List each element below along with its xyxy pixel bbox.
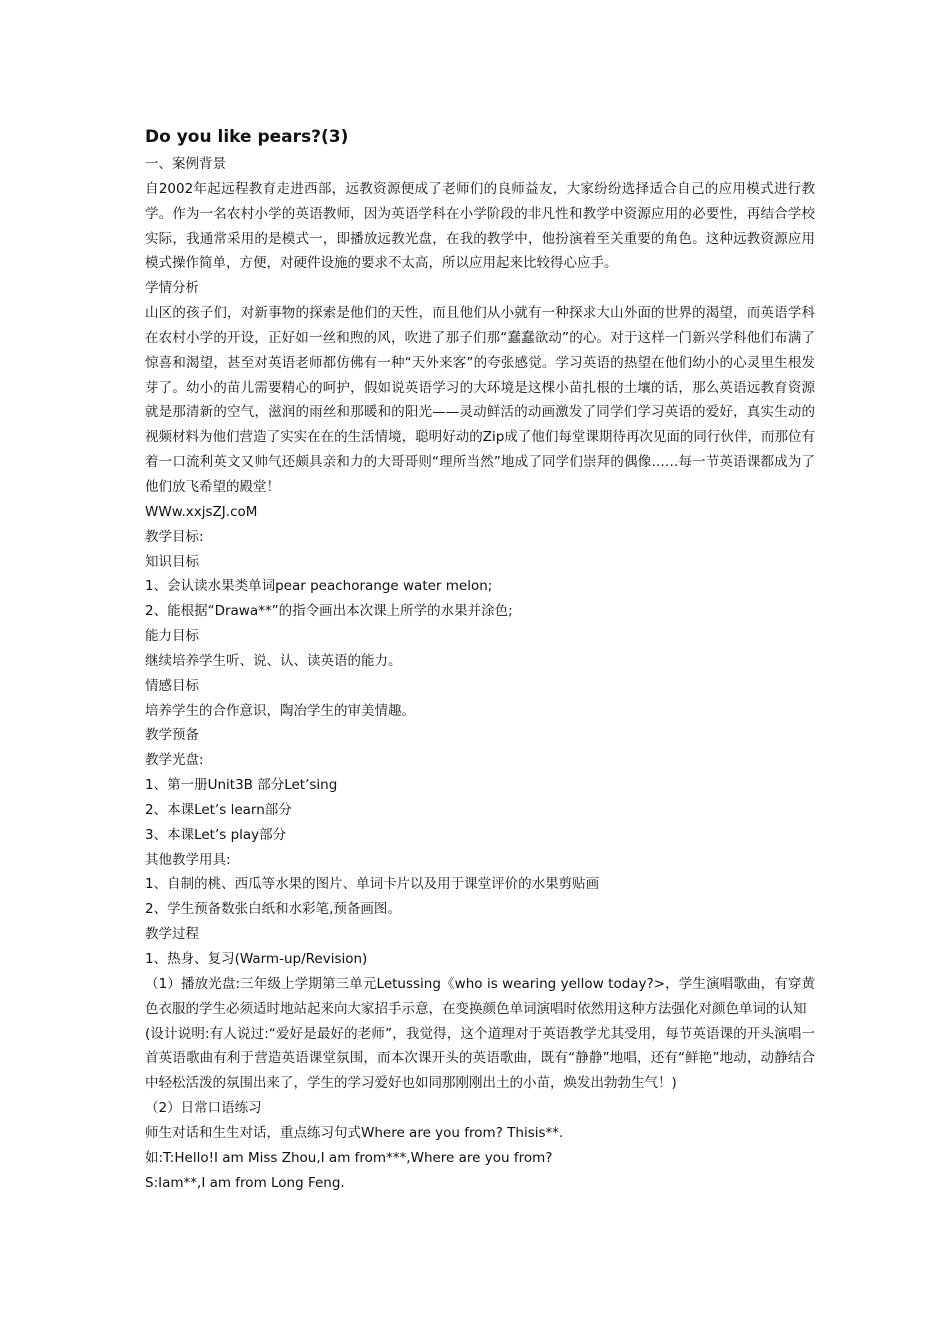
section-heading-student-analysis: 学情分析 [145, 280, 199, 297]
process-step-warmup: 1、热身、复习(Warm-up/Revision) [145, 951, 368, 967]
process-step-warmup-detail: （1）播放光盘:三年级上学期第三单元Letussing《who is wearing yellow today?>，学生演唱歌曲，有穿黄色衣服的学生必须适时地站起来向大家招手示意，在变换颜色单词演唱时依然用这种方法强化对颜色单词的认知 [145, 975, 815, 1017]
teaching-cd-item-1: 1、第一册Unit3B 部分Let’sing [145, 777, 338, 794]
subheading-other-tools: 其他教学用具: [145, 851, 231, 868]
paragraph-case-background: 自2002年起远程教育走进西部，远教资源便成了老师们的良师益友，大家纷纷选择适合自己的应用模式进行教学。作为一名农村小学的英语教师，因为英语学科在小学阶段的非凡性和教学中资源应用的必要性，再结合学校实际，我通常采用的是模式一，即播放远教光盘，在我的教学中，他扮演着至关重要的角色。这种远教资源应用模式操作简单，方便，对硬件设施的要求不太高，所以应用起来比较得心应手。 [145, 180, 815, 272]
subheading-ability-goals: 能力目标 [145, 628, 199, 645]
section-heading-teaching-process: 教学过程 [145, 926, 199, 943]
section-heading-case-background: 一、案例背景 [145, 156, 226, 172]
subheading-knowledge-goals: 知识目标 [145, 553, 199, 570]
teaching-cd-item-3: 3、本课Let’s play部分 [145, 826, 287, 843]
process-step-daily-oral: （2）日常口语练习 [145, 1100, 262, 1117]
website-watermark-text: WWw.xxjsZJ.coM [145, 503, 258, 520]
teaching-cd-item-2: 2、本课Let’s learn部分 [145, 801, 292, 818]
paragraph-student-analysis: 山区的孩子们，对新事物的探索是他们的天性，而且他们从小就有一种探求大山外面的世界的渴望，而英语学科在农村小学的开设，正好如一丝和煦的风，吹进了那子们那“蠢蠢欲动”的心。对于这样一门新兴学科他们布满了惊喜和渴望，甚至对英语老师都仿佛有一种“天外来客”的夸张感觉。学习英语的热望在他们幼小的心灵里生根发芽了。幼小的苗儿需要精心的呵护，假如说英语学习的大环境是这棵小苗扎根的土壤的话，那么英语远教育资源就是那清新的空气，滋润的雨丝和那暖和的阳光——灵动鲜活的动画激发了同学们学习英语的爱好，真实生动的视频材料为他们营造了实实在在的生活情境，聪明好动的Zip成了他们每堂课期待再次见面的同行伙伴，而那位有着一口流利英文又帅气还颇具亲和力的大哥哥则“理所当然”地成了同学们崇拜的偶像……每一节英语课都成为了他们放飞希望的殿堂！ [145, 305, 815, 495]
other-tools-item-1: 1、自制的桃、西瓜等水果的图片、单词卡片以及用于课堂评价的水果剪贴画 [145, 876, 600, 893]
section-heading-teaching-preparation: 教学预备 [145, 727, 199, 744]
emotion-goal-text: 培养学生的合作意识，陶冶学生的审美情趣。 [145, 702, 415, 719]
dialogue-example-student: S:Iam**,I am from Long Feng. [145, 1174, 345, 1191]
dialogue-practice-text: 师生对话和生生对话，重点练习句式Where are you from? Thisis**. [145, 1124, 564, 1141]
subheading-teaching-cd: 教学光盘: [145, 752, 204, 769]
document-page [145, 126, 815, 1195]
section-heading-teaching-goals: 教学目标: [145, 528, 204, 545]
design-note-paragraph: (设计说明:有人说过:“爱好是最好的老师”，我觉得，这个道理对于英语教学尤其受用，每节英语课的开头演唱一首英语歌曲有利于营造英语课堂氛围，而本次课开头的英语歌曲，既有“静静”地唱，还有“鲜艳”地动，动静结合中轻松活泼的氛围出来了，学生的学习爱好也如同那刚刚出土的小苗，焕发出勃勃生气！) [145, 1025, 815, 1092]
other-tools-item-2: 2、学生预备数张白纸和水彩笔,预备画图。 [145, 901, 401, 918]
subheading-emotion-goals: 情感目标 [145, 677, 199, 694]
knowledge-goal-2: 2、能根据“Drawa**”的指令画出本次课上所学的水果并涂色; [145, 603, 513, 620]
ability-goal-text: 继续培养学生听、说、认、读英语的能力。 [145, 652, 402, 669]
knowledge-goal-1: 1、会认读水果类单词pear peachorange water melon; [145, 578, 493, 595]
dialogue-example-teacher: 如:T:Hello!I am Miss Zhou,I am from***,Where are you from? [145, 1149, 553, 1166]
document-title: Do you like pears?(3) [145, 127, 349, 147]
